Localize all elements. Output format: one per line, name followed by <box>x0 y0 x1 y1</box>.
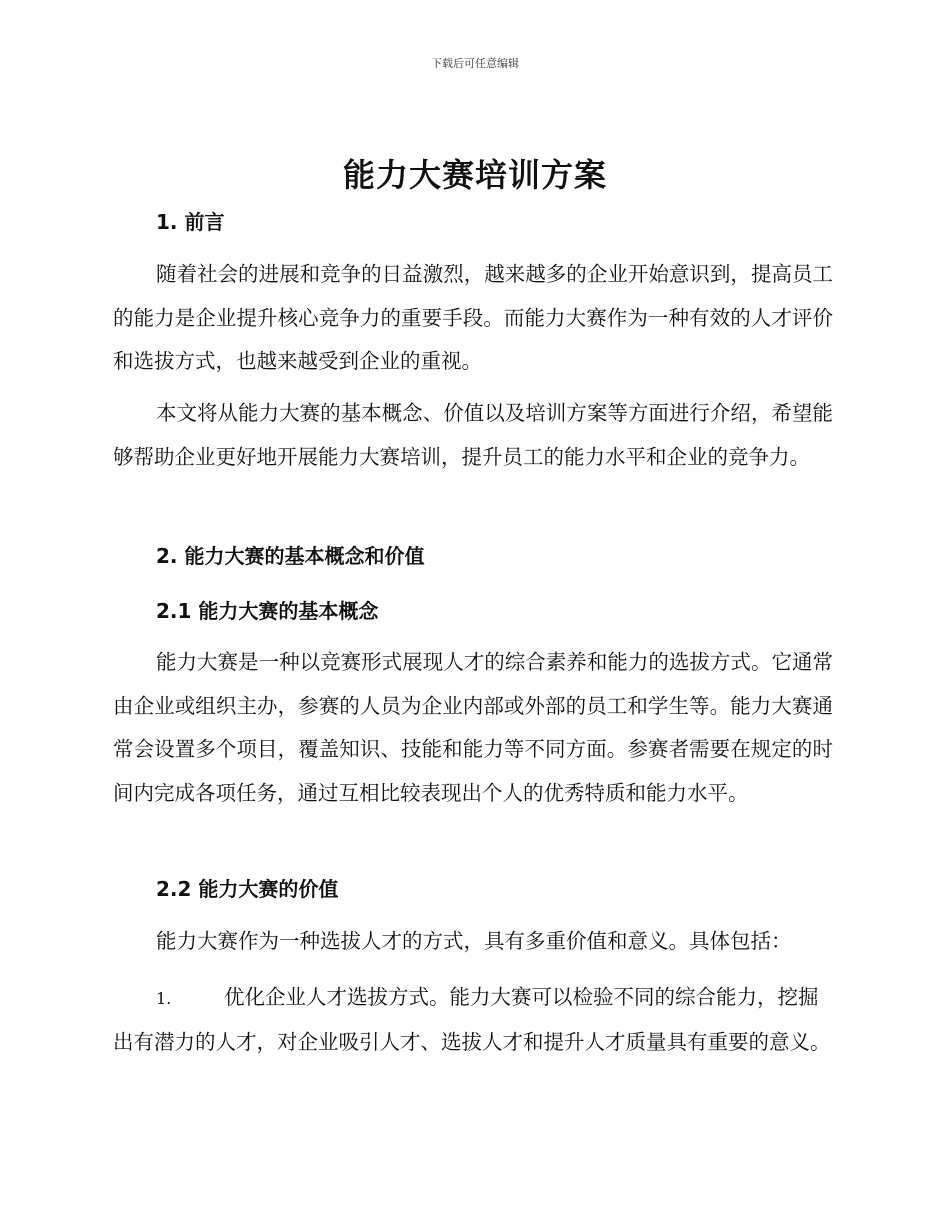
paragraph-value-intro: 能力大赛作为一种选拔人才的方式，具有多重价值和意义。具体包括： <box>156 929 792 953</box>
list-item <box>113 976 833 1064</box>
paragraph-preface-1: 随着社会的进展和竞争的日益激烈，越来越多的企业开始意识到，提高员工的能力是企业提升核心竞争力的重要手段。而能力大赛作为一种有效的人才评价和选拔方式，也越来越受到企业的重视。 <box>113 262 833 373</box>
subsection-heading-basic-concept: 2.1 能力大赛的基本概念 <box>156 599 379 623</box>
page-header-note: 下载后可任意编辑 <box>431 57 519 70</box>
document-title: 能力大赛培训方案 <box>342 156 607 194</box>
paragraph-basic-concept: 能力大赛是一种以竞赛形式展现人才的综合素养和能力的选拔方式。它通常由企业或组织主办，参赛的人员为企业内部或外部的员工和学生等。能力大赛通常会设置多个项目，覆盖知识、技能和能力等不同方面。参赛者需要在规定的时间内完成各项任务，通过互相比较表现出个人的优秀特质和能力水平。 <box>113 650 833 805</box>
subsection-heading-value: 2.2 能力大赛的价值 <box>156 877 339 901</box>
section-heading-preface: 1. 前言 <box>156 210 225 234</box>
section-heading-concept-value: 2. 能力大赛的基本概念和价值 <box>156 544 425 568</box>
paragraph-preface-2: 本文将从能力大赛的基本概念、价值以及培训方案等方面进行介绍，希望能够帮助企业更好地开展能力大赛培训，提升员工的能力水平和企业的竞争力。 <box>113 401 833 469</box>
list-item-number: 1. <box>156 989 172 1008</box>
list-item-text: 优化企业人才选拔方式。能力大赛可以检验不同的综合能力，挖掘出有潜力的人才，对企业吸引人才、选拔人才和提升人才质量具有重要的意义。 <box>113 985 831 1054</box>
